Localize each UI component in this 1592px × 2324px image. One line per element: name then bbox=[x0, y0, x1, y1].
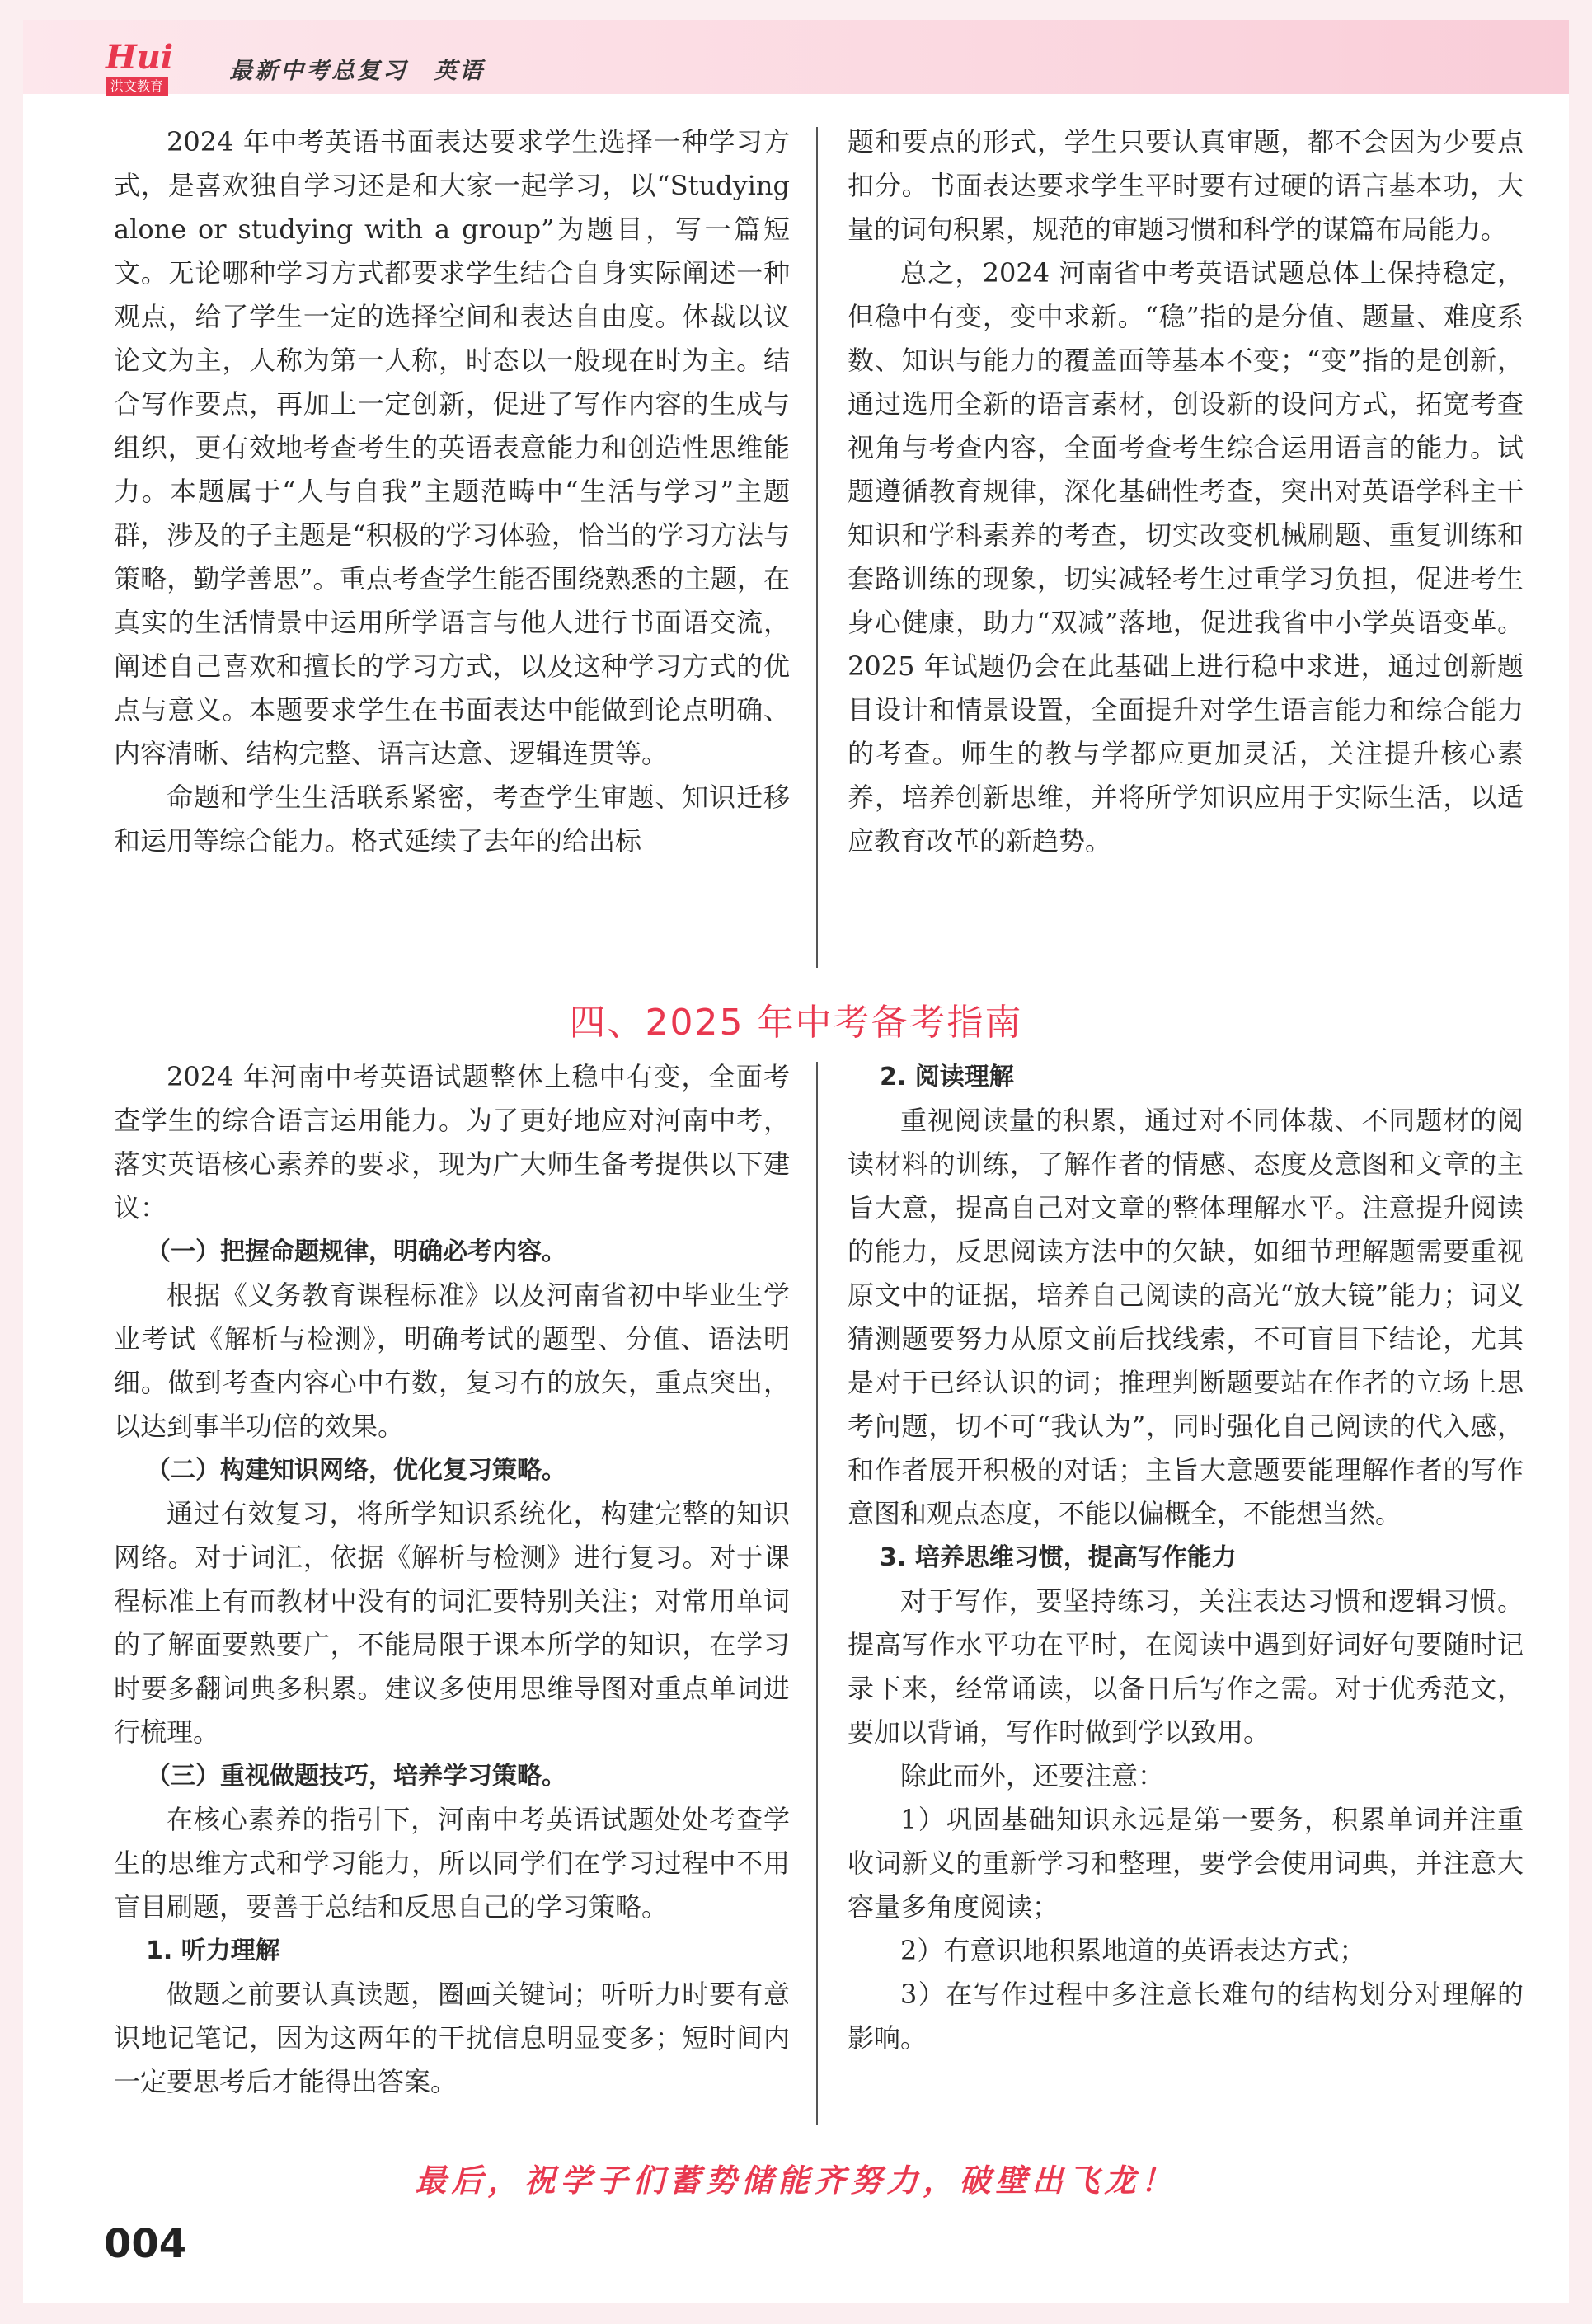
page-number: 004 bbox=[104, 2221, 187, 2267]
logo-mark: Hui bbox=[106, 38, 174, 77]
header-title: 最新中考总复习 英语 bbox=[229, 57, 486, 84]
paragraph: 命题和学生生活联系紧密，考查学生审题、知识迁移和运用等综合能力。格式延续了去年的给出标 bbox=[114, 782, 790, 857]
subheading: 3. 培养思维习惯，提高写作能力 bbox=[880, 1543, 1237, 1572]
paragraph: 在核心素养的指引下，河南中考英语试题处处考查学生的思维方式和学习能力，所以同学们在学习过程中不用盲目刷题，要善于总结和反思自己的学习策略。 bbox=[114, 1804, 790, 1923]
paragraph: 对于写作，要坚持练习，关注表达习惯和逻辑习惯。提高写作水平功在平时，在阅读中遇到好词好句要随时记录下来，经常诵读，以备日后写作之需。对于优秀范文，要加以背诵，写作时做到学以致用。 bbox=[848, 1585, 1524, 1748]
paragraph: 做题之前要认真读题，圈画关键词；听听力时要有意识地记笔记，因为这两年的干扰信息明显变多；短时间内一定要思考后才能得出答案。 bbox=[114, 1979, 790, 2097]
publisher-logo bbox=[106, 38, 204, 96]
paragraph: 通过有效复习，将所学知识系统化，构建完整的知识网络。对于词汇，依据《解析与检测》进行复习。对于课程标准上有而教材中没有的词汇要特别关注；对常用单词的了解面要熟要广，不能局限于课本所学的知识，在学习时要多翻词典多积累。建议多使用思维导图对重点单词进行梳理。 bbox=[114, 1498, 790, 1748]
subheading: （三）重视做题技巧，培养学习策略。 bbox=[146, 1762, 566, 1791]
paragraph: 题和要点的形式，学生只要认真审题，都不会因为少要点扣分。书面表达要求学生平时要有过硬的语言基本功，大量的词句积累，规范的审题习惯和科学的谋篇布局能力。 bbox=[848, 126, 1524, 245]
paragraph: 根据《义务教育课程标准》以及河南省初中毕业生学业考试《解析与检测》，明确考试的题型、分值、语法明细。做到考查内容心中有数，复习有的放矢，重点突出，以达到事半功倍的效果。 bbox=[114, 1279, 790, 1442]
page-header bbox=[23, 20, 1569, 94]
column-divider bbox=[816, 127, 818, 968]
subheading: 1. 听力理解 bbox=[146, 1937, 280, 1965]
column-divider bbox=[816, 1062, 818, 2125]
top-left-column bbox=[114, 120, 790, 863]
paragraph: 3）在写作过程中多注意长难句的结构划分对理解的影响。 bbox=[848, 1979, 1524, 2054]
page bbox=[23, 20, 1569, 2303]
paragraph: 总之，2024 河南省中考英语试题总体上保持稳定，但稳中有变，变中求新。“稳”指的是分值、题量、难度系数、知识与能力的覆盖面等基本不变；“变”指的是创新，通过选用全新的语言素材，创设新的设问方式，拓宽考查视角与考查内容，全面考查考生综合运用语言的能力。试题遵循教育规律，深化基础性考查，突出对英语学科主干知识和学科素养的考查，切实改变机械刷题、重复训练和套路训练的现象，切实减轻考生过重学习负担，促进考生身心健康，助力“双减”落地，促进我省中小学英语变革。2025 年试题仍会在此基础上进行稳中求进，通过创新题目设计和情景设置，全面提升对学生语言能力和综合能力的考查。师生的教与学都应更加灵活，关注提升核心素养，培养创新思维，并将所学知识应用于实际生活，以适应教育改革的新趋势。 bbox=[848, 257, 1524, 857]
section-title: 四、2025 年中考备考指南 bbox=[569, 1002, 1023, 1044]
paragraph: 2）有意识地积累地道的英语表达方式； bbox=[900, 1935, 1366, 1966]
top-right-column bbox=[848, 120, 1524, 863]
subheading: （一）把握命题规律，明确必考内容。 bbox=[146, 1237, 566, 1266]
paragraph: 除此而外，还要注意： bbox=[900, 1760, 1165, 1791]
paragraph: 1）巩固基础知识永远是第一要务，积累单词并注重收词新义的重新学习和整理，要学会使用词典，并注意大容量多角度阅读； bbox=[848, 1804, 1524, 1923]
bottom-right-column bbox=[848, 1055, 1524, 2060]
closing-slogan: 最后，祝学子们蓄势储能齐努力，破壁出飞龙！ bbox=[415, 2162, 1177, 2199]
bottom-left-column bbox=[114, 1055, 790, 2104]
subheading: （二）构建知识网络，优化复习策略。 bbox=[146, 1456, 566, 1485]
logo-subtitle: 洪文教育 bbox=[106, 77, 168, 96]
paragraph: 2024 年中考英语书面表达要求学生选择一种学习方式，是喜欢独自学习还是和大家一起学习，以“Studying alone or studying with a group”为题目，写一篇短文。无论哪种学习方式都要求学生结合自身实际阐述一种观点，给了学生一定的选择空间和表达自由度。体裁以议论文为主，人称为第一人称，时态以一般现在时为主。结合写作要点，再加上一定创新，促进了写作内容的生成与组织，更有效地考查考生的英语表意能力和创造性思维能力。本题属于“人与自我”主题范畴中“生活与学习”主题群，涉及的子主题是“积极的学习体验，恰当的学习方法与策略，勤学善思”。重点考查学生能否围绕熟悉的主题，在真实的生活情景中运用所学语言与他人进行书面语交流，阐述自己喜欢和擅长的学习方式，以及这种学习方式的优点与意义。本题要求学生在书面表达中能做到论点明确、内容清晰、结构完整、语言达意、逻辑连贯等。 bbox=[114, 126, 790, 769]
paragraph: 重视阅读量的积累，通过对不同体裁、不同题材的阅读材料的训练，了解作者的情感、态度及意图和文章的主旨大意，提高自己对文章的整体理解水平。注意提升阅读的能力，反思阅读方法中的欠缺，如细节理解题需要重视原文中的证据，培养自己阅读的高光“放大镜”能力；词义猜测题要努力从原文前后找线索，不可盲目下结论，尤其是对于已经认识的词；推理判断题要站在作者的立场上思考问题，切不可“我认为”，同时强化自己阅读的代入感，和作者展开积极的对话；主旨大意题要能理解作者的写作意图和观点态度，不能以偏概全，不能想当然。 bbox=[848, 1105, 1524, 1529]
subheading: 2. 阅读理解 bbox=[880, 1063, 1014, 1092]
paragraph: 2024 年河南中考英语试题整体上稳中有变，全面考查学生的综合语言运用能力。为了更好地应对河南中考，落实英语核心素养的要求，现为广大师生备考提供以下建议： bbox=[114, 1061, 790, 1223]
